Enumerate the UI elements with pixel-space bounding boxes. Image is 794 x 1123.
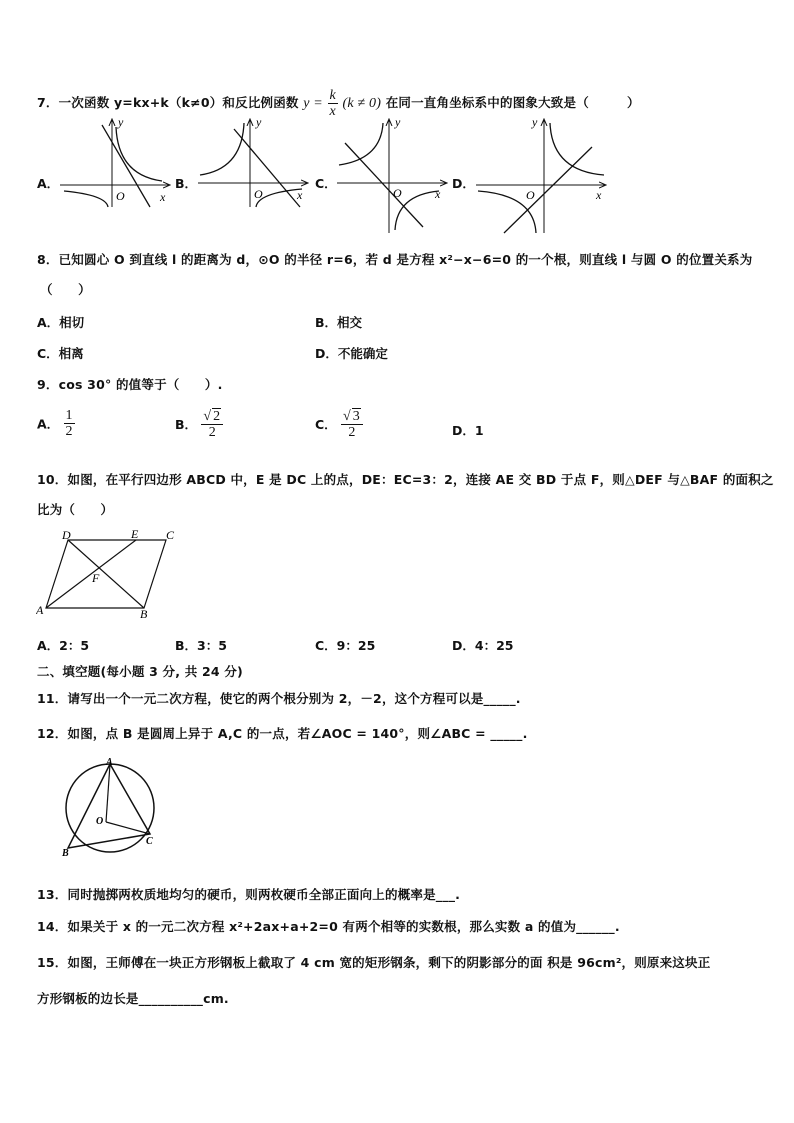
q13-stem: 13．同时抛掷两枚质地均匀的硬币，则两枚硬币全部正面向上的概率是___. (37, 887, 461, 902)
q7-graph-a (58, 115, 176, 210)
q7-formula-condition: (k ≠ 0) (342, 96, 382, 111)
svg-text:x: x (596, 188, 602, 202)
q14-stem: 14．如果关于 x 的一元二次方程 x²+2ax+a+2=0 有两个相等的实数根，那么实数 a 的值为______. (37, 919, 620, 934)
q7-option-c-label: C． (315, 176, 337, 191)
q9-option-b: B． $\frac{√ 2}{2}$ (175, 408, 223, 440)
q7-graph-c (335, 115, 453, 235)
q8-option-b: B．相交 (315, 315, 363, 330)
q7-option-b-label: B． (175, 176, 198, 191)
segment-ae (46, 540, 136, 608)
q8-stem-line1: 8．已知圆心 O 到直线 l 的距离为 d，⊙O 的半径 r=6，若 d 是方程 x²−x−6=0 的一个根，则直线 l 与圆 O 的位置关系为 (37, 252, 753, 267)
q10-option-c: C．9：25 (315, 638, 376, 653)
label-b: B (62, 848, 69, 859)
q7-option-d-label: D． (452, 176, 475, 191)
origin-label: O (116, 189, 125, 203)
q9-option-b-fraction: $\frac{√ 2}{2}$ (201, 408, 223, 440)
q15-stem-line1: 15．如图，王师傅在一块正方形钢板上截取了 4 cm 宽的矩形钢条，剩下的阴影部分的面 积是 96cm²，则原来这块正 (37, 955, 711, 970)
label-d: D (62, 528, 71, 542)
q7-option-a-label: A． (37, 176, 60, 191)
svg-text:x: x (297, 188, 303, 202)
label-b: B (140, 607, 148, 620)
q7-formula-fraction: $\frac{k}{x}$ (329, 88, 336, 119)
q12-circle-figure (58, 756, 168, 864)
y-label: y (118, 115, 124, 129)
linear-graph (102, 125, 150, 207)
q8-option-c: C．相离 (37, 346, 84, 361)
q8-stem-line2: （ ） (40, 282, 91, 297)
q7-tail: 在同一直角坐标系中的图象大致是（ ） (385, 95, 640, 110)
q10-stem-line1: 10．如图，在平行四边形 ABCD 中，E 是 DC 上的点，DE：EC=3：2，连接 AE 交 BD 于点 F，则△DEF 与△BAF 的面积之 (37, 472, 774, 487)
q10-option-a: A．2：5 (37, 638, 90, 653)
svg-text:O: O (526, 188, 535, 202)
segment-oa (106, 764, 110, 822)
q10-option-b: B．3：5 (175, 638, 227, 653)
q8-option-d: D．不能确定 (315, 346, 388, 361)
q12-stem: 12．如图，点 B 是圆周上异于 A,C 的一点，若∠AOC = 140°，则∠ABC = _____. (37, 726, 528, 741)
q9-option-c-fraction: $\frac{√ 3}{2}$ (341, 408, 363, 440)
q8-option-a: A．相切 (37, 315, 85, 330)
q9-option-a-fraction: $\frac{1}{2}$ (65, 408, 73, 439)
label-a: A (106, 757, 113, 768)
svg-text:y: y (532, 115, 538, 129)
q9-stem: 9．cos 30° 的值等于（ ）. (37, 377, 223, 392)
q11-stem: 11．请写出一个一元二次方程，使它的两个根分别为 2，－2，这个方程可以是_____. (37, 691, 521, 706)
svg-text:x: x (435, 187, 441, 201)
label-a: A (36, 603, 44, 617)
svg-text:y: y (256, 115, 262, 129)
q10-stem-line2: 比为（ ） (37, 502, 114, 517)
hyperbola-branch-2 (64, 191, 108, 207)
q7-graph-d (474, 115, 612, 235)
x-label: x (160, 190, 166, 204)
svg-text:y: y (395, 115, 401, 129)
q7-graph-b (196, 115, 314, 210)
q7-formula-lhs: y = (303, 96, 323, 111)
label-e: E (131, 528, 139, 541)
segment-bd (68, 540, 144, 608)
label-f: F (92, 571, 100, 585)
q10-parallelogram-figure (36, 528, 186, 620)
q9-option-a: A． $\frac{1}{2}$ (37, 408, 73, 439)
q9-option-d: D．1 (452, 423, 484, 438)
svg-text:O: O (393, 186, 402, 200)
svg-text:O: O (254, 187, 263, 201)
q15-stem-line2: 方形钢板的边长是__________cm. (37, 991, 229, 1006)
label-c: C (146, 836, 153, 847)
q7-lead: 7．一次函数 y=kx+k（k≠0）和反比例函数 (37, 95, 299, 110)
circle-o (66, 764, 154, 852)
label-o: O (96, 816, 104, 827)
q10-option-d: D．4：25 (452, 638, 514, 653)
hyperbola-branch-1 (116, 127, 162, 181)
label-c: C (166, 528, 175, 542)
q9-option-c: C． $\frac{√ 3}{2}$ (315, 408, 363, 440)
section-heading-fill-in: 二、填空题(每小题 3 分, 共 24 分) (37, 664, 243, 679)
